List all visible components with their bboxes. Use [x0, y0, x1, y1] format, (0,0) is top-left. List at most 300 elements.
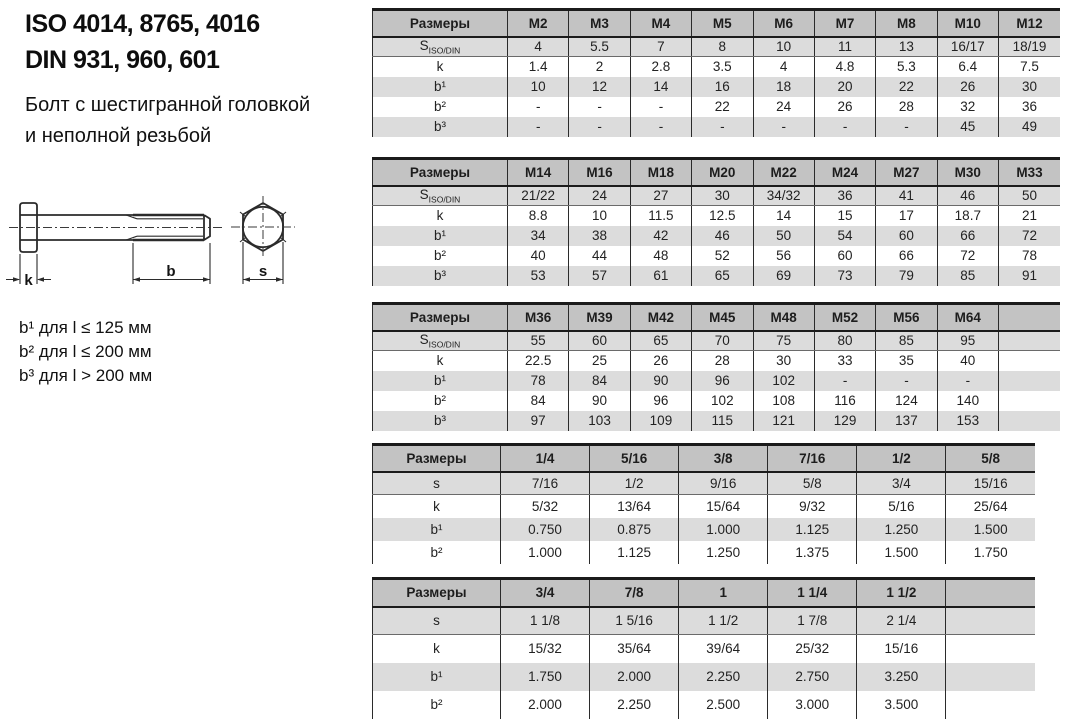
value-cell: 54	[814, 226, 875, 246]
value-cell: 1.250	[679, 541, 768, 564]
value-cell: 3.000	[768, 691, 857, 719]
dim-label-k: k	[24, 272, 33, 289]
value-cell: 1 5/16	[590, 607, 679, 635]
dimension-row	[373, 371, 1061, 391]
value-cell: 2.250	[590, 691, 679, 719]
row-label: b³	[373, 411, 508, 431]
value-cell: 36	[999, 97, 1061, 117]
size-header-m4: M4	[630, 10, 691, 37]
value-cell: 75	[753, 331, 814, 351]
value-cell: 116	[814, 391, 875, 411]
value-cell: -	[569, 117, 630, 137]
value-cell: 24	[753, 97, 814, 117]
size-header-m30: M30	[937, 159, 998, 186]
size-header-1-1-2: 1 1/2	[857, 579, 946, 607]
value-cell: 42	[630, 226, 691, 246]
value-cell: 1.250	[857, 518, 946, 541]
value-cell: 5/16	[857, 495, 946, 518]
value-cell: 21/22	[508, 186, 569, 206]
bolt-side-view	[9, 203, 222, 252]
value-cell: 41	[876, 186, 937, 206]
value-cell	[999, 371, 1061, 391]
value-cell: 32	[937, 97, 998, 117]
size-header-m7: M7	[814, 10, 875, 37]
row-label: b²	[433, 99, 446, 114]
value-cell: 28	[692, 351, 753, 371]
value-cell: 102	[692, 391, 753, 411]
value-cell: 1.500	[857, 541, 946, 564]
row-label: k	[433, 498, 440, 514]
dimension-row	[373, 97, 1061, 117]
dim-label-s: s	[258, 263, 268, 280]
value-cell: 27	[630, 186, 691, 206]
size-column-title: Размеры	[373, 304, 508, 331]
row-label-subscript: ISO/DIN	[428, 339, 461, 350]
dimension-row	[373, 246, 1061, 266]
value-cell: 36	[814, 186, 875, 206]
value-cell	[946, 663, 1035, 691]
value-cell: 137	[876, 411, 937, 431]
dimension-row	[373, 77, 1061, 97]
value-cell: 48	[630, 246, 691, 266]
row-label: b²	[433, 248, 446, 263]
value-cell: 90	[630, 371, 691, 391]
row-label: b¹	[373, 518, 501, 541]
dimension-row	[373, 206, 1061, 226]
size-header-3-4: 3/4	[501, 579, 590, 607]
size-header-7-16: 7/16	[768, 445, 857, 472]
value-cell: 66	[876, 246, 937, 266]
value-cell: 2.500	[679, 691, 768, 719]
value-cell: 1.125	[768, 518, 857, 541]
value-cell: 10	[508, 77, 569, 97]
value-cell: 1.750	[501, 663, 590, 691]
row-label: s	[373, 607, 501, 635]
value-cell: 1.375	[768, 541, 857, 564]
bolt-drawing-svg	[0, 185, 360, 305]
value-cell: 2.000	[501, 691, 590, 719]
size-header-1-1-4: 1 1/4	[768, 579, 857, 607]
size-column-title: Размеры	[373, 10, 508, 37]
value-cell: 7/16	[501, 472, 590, 495]
value-cell: 10	[569, 206, 630, 226]
value-cell: 78	[508, 371, 569, 391]
size-column-title: Размеры	[373, 579, 501, 607]
standard-title-din: DIN 931, 960, 601	[25, 46, 220, 74]
value-cell: 2.750	[768, 663, 857, 691]
value-cell: 85	[876, 331, 937, 351]
header-row	[373, 445, 1036, 472]
table-imperial-small	[372, 443, 1035, 564]
value-cell: 80	[814, 331, 875, 351]
value-cell: 65	[630, 331, 691, 351]
header-row	[373, 304, 1061, 331]
value-cell: 4.8	[814, 57, 875, 77]
value-cell: 73	[814, 266, 875, 286]
row-label: b³	[373, 117, 508, 137]
dimension-row	[373, 331, 1061, 351]
value-cell: 84	[508, 391, 569, 411]
dimension-row	[373, 351, 1061, 371]
standards-title	[25, 6, 260, 78]
header-row	[373, 159, 1061, 186]
value-cell: 17	[876, 206, 937, 226]
row-label: $S_{ISO/DIN}$	[373, 331, 508, 351]
row-label: b³	[373, 266, 508, 286]
row-label: b²	[430, 544, 443, 560]
value-cell: 30	[753, 351, 814, 371]
row-label: $S_{ISO/DIN}$	[373, 186, 508, 206]
value-cell: 109	[630, 411, 691, 431]
size-header-m52: M52	[814, 304, 875, 331]
size-header-3-8: 3/8	[679, 445, 768, 472]
value-cell: 9/16	[679, 472, 768, 495]
empty-header	[999, 304, 1061, 331]
value-cell: -	[630, 117, 691, 137]
value-cell: 49	[999, 117, 1061, 137]
value-cell: 61	[630, 266, 691, 286]
row-label: s	[373, 472, 501, 495]
value-cell: 129	[814, 411, 875, 431]
product-description	[25, 90, 310, 152]
value-cell: 78	[999, 246, 1061, 266]
size-header-m6: M6	[753, 10, 814, 37]
size-column-title: Размеры	[373, 445, 501, 472]
row-label: k	[436, 208, 444, 224]
footnote-b2: b² для l ≤ 200 мм	[19, 342, 152, 361]
value-cell: 2.000	[590, 663, 679, 691]
value-cell: 2 1/4	[857, 607, 946, 635]
row-label: b¹	[373, 77, 508, 97]
dimension-k	[6, 254, 51, 289]
value-cell: 60	[569, 331, 630, 351]
value-cell: 108	[753, 391, 814, 411]
value-cell: 15	[814, 206, 875, 226]
size-header-m33: M33	[999, 159, 1061, 186]
size-header-1: 1	[679, 579, 768, 607]
value-cell: 69	[753, 266, 814, 286]
value-cell: 46	[692, 226, 753, 246]
table-metric-m14-m33	[372, 157, 1060, 286]
value-cell: 30	[692, 186, 753, 206]
value-cell: 2.8	[630, 57, 691, 77]
dimension-row	[373, 117, 1061, 137]
value-cell: 84	[569, 371, 630, 391]
row-label: k	[436, 59, 444, 75]
value-cell: 66	[937, 226, 998, 246]
row-label: b¹	[373, 226, 508, 246]
value-cell	[946, 607, 1035, 635]
value-cell: 15/64	[679, 495, 768, 518]
value-cell: 38	[569, 226, 630, 246]
product-name-line1: Болт с шестигранной головкой	[25, 94, 311, 116]
value-cell: 11.5	[630, 206, 691, 226]
value-cell: 30	[999, 77, 1061, 97]
value-cell: 3/4	[857, 472, 946, 495]
value-cell: 70	[692, 331, 753, 351]
dim-label-b: b	[166, 263, 176, 280]
value-cell: 25/64	[946, 495, 1035, 518]
value-cell: 115	[692, 411, 753, 431]
value-cell: 12	[569, 77, 630, 97]
size-header-m42: M42	[630, 304, 691, 331]
dimension-row	[373, 518, 1036, 541]
table-metric-m36-m64	[372, 302, 1060, 431]
dimension-row	[373, 266, 1061, 286]
value-cell: -	[753, 117, 814, 137]
value-cell: 91	[999, 266, 1061, 286]
value-cell: 12.5	[692, 206, 753, 226]
value-cell: 5.5	[569, 37, 630, 57]
size-header-m5: M5	[692, 10, 753, 37]
value-cell: 1.4	[508, 57, 569, 77]
footnotes	[19, 316, 152, 388]
value-cell: 103	[569, 411, 630, 431]
value-cell: 40	[937, 351, 998, 371]
value-cell: 97	[508, 411, 569, 431]
value-cell: 20	[814, 77, 875, 97]
value-cell: 22	[692, 97, 753, 117]
product-name-line2: и неполной резьбой	[25, 125, 212, 147]
size-header-m3: M3	[569, 10, 630, 37]
value-cell: 95	[937, 331, 998, 351]
size-header-m64: M64	[937, 304, 998, 331]
size-header-m2: M2	[508, 10, 569, 37]
value-cell: 140	[937, 391, 998, 411]
size-header-m22: M22	[753, 159, 814, 186]
value-cell	[946, 691, 1035, 719]
value-cell: 26	[937, 77, 998, 97]
size-header-m56: M56	[876, 304, 937, 331]
row-label: b¹	[373, 371, 508, 391]
size-header-m10: M10	[937, 10, 998, 37]
dimension-row	[373, 57, 1061, 77]
size-header-m27: M27	[876, 159, 937, 186]
value-cell: 2.250	[679, 663, 768, 691]
value-cell: 3.250	[857, 663, 946, 691]
value-cell: 52	[692, 246, 753, 266]
dimension-row	[373, 495, 1036, 518]
value-cell: 79	[876, 266, 937, 286]
value-cell: 1/2	[590, 472, 679, 495]
value-cell: 46	[937, 186, 998, 206]
dimension-row	[373, 691, 1036, 719]
value-cell: 14	[630, 77, 691, 97]
value-cell: 1 1/8	[501, 607, 590, 635]
value-cell: 102	[753, 371, 814, 391]
value-cell: -	[876, 117, 937, 137]
value-cell: 44	[569, 246, 630, 266]
value-cell: 34	[508, 226, 569, 246]
standard-title-iso: ISO 4014, 8765, 4016	[25, 10, 260, 38]
value-cell: 1.750	[946, 541, 1035, 564]
value-cell: 18/19	[999, 37, 1061, 57]
value-cell: 3.5	[692, 57, 753, 77]
value-cell: 72	[999, 226, 1061, 246]
row-label: b²	[430, 697, 443, 712]
value-cell: -	[814, 117, 875, 137]
row-label-subscript: ISO/DIN	[428, 194, 461, 205]
size-header-1-4: 1/4	[501, 445, 590, 472]
value-cell: 35	[876, 351, 937, 371]
value-cell: 5/32	[501, 495, 590, 518]
value-cell: -	[508, 97, 569, 117]
header-row	[373, 10, 1061, 37]
value-cell: 153	[937, 411, 998, 431]
value-cell: 55	[508, 331, 569, 351]
value-cell: 0.750	[501, 518, 590, 541]
value-cell: 7.5	[999, 57, 1061, 77]
value-cell: -	[692, 117, 753, 137]
size-header-7-8: 7/8	[590, 579, 679, 607]
value-cell: -	[876, 371, 937, 391]
row-label: k	[433, 641, 440, 657]
value-cell: 60	[876, 226, 937, 246]
value-cell: 13	[876, 37, 937, 57]
row-label: k	[436, 353, 444, 369]
value-cell: -	[937, 371, 998, 391]
size-header-m48: M48	[753, 304, 814, 331]
value-cell: 39/64	[679, 635, 768, 663]
dimension-b	[133, 243, 210, 284]
value-cell: -	[630, 97, 691, 117]
value-cell	[946, 635, 1035, 663]
value-cell: 85	[937, 266, 998, 286]
value-cell: 60	[814, 246, 875, 266]
value-cell: 1.125	[590, 541, 679, 564]
value-cell: 1.000	[679, 518, 768, 541]
value-cell: 3.500	[857, 691, 946, 719]
size-header-m20: M20	[692, 159, 753, 186]
value-cell: 25/32	[768, 635, 857, 663]
value-cell: 50	[753, 226, 814, 246]
value-cell: 40	[508, 246, 569, 266]
value-cell: 90	[569, 391, 630, 411]
value-cell: 18.7	[937, 206, 998, 226]
value-cell: 16	[692, 77, 753, 97]
value-cell: 50	[999, 186, 1061, 206]
value-cell: 6.4	[937, 57, 998, 77]
value-cell: 56	[753, 246, 814, 266]
value-cell: -	[508, 117, 569, 137]
value-cell: 96	[630, 391, 691, 411]
value-cell: -	[814, 371, 875, 391]
size-header-m8: M8	[876, 10, 937, 37]
value-cell: -	[569, 97, 630, 117]
empty-header	[946, 579, 1035, 607]
value-cell: 16/17	[937, 37, 998, 57]
value-cell: 4	[508, 37, 569, 57]
footnote-b3: b³ для l > 200 мм	[19, 366, 153, 385]
dimension-row	[373, 607, 1036, 635]
header-row	[373, 579, 1036, 607]
value-cell: 18	[753, 77, 814, 97]
size-header-m45: M45	[692, 304, 753, 331]
value-cell: 8	[692, 37, 753, 57]
value-cell	[999, 351, 1061, 371]
size-header-1-2: 1/2	[857, 445, 946, 472]
dimension-row	[373, 541, 1036, 564]
value-cell: 1 7/8	[768, 607, 857, 635]
value-cell: 22	[876, 77, 937, 97]
dimension-row	[373, 391, 1061, 411]
value-cell: 121	[753, 411, 814, 431]
dimension-row	[373, 472, 1036, 495]
size-header-m36: M36	[508, 304, 569, 331]
value-cell: 10	[753, 37, 814, 57]
value-cell: 7	[630, 37, 691, 57]
value-cell: 11	[814, 37, 875, 57]
dimension-row	[373, 226, 1061, 246]
value-cell: 22.5	[508, 351, 569, 371]
value-cell	[999, 411, 1061, 431]
value-cell: 25	[569, 351, 630, 371]
value-cell: 124	[876, 391, 937, 411]
size-column-title: Размеры	[373, 159, 508, 186]
value-cell: 15/16	[857, 635, 946, 663]
value-cell: 15/32	[501, 635, 590, 663]
value-cell: 1.000	[501, 541, 590, 564]
value-cell: 53	[508, 266, 569, 286]
value-cell: 1 1/2	[679, 607, 768, 635]
size-header-5-16: 5/16	[590, 445, 679, 472]
value-cell: 0.875	[590, 518, 679, 541]
value-cell: 21	[999, 206, 1061, 226]
value-cell: 13/64	[590, 495, 679, 518]
value-cell: 9/32	[768, 495, 857, 518]
dimension-row	[373, 635, 1036, 663]
value-cell: 15/16	[946, 472, 1035, 495]
row-label: b¹	[373, 663, 501, 691]
size-header-m39: M39	[569, 304, 630, 331]
value-cell: 1.500	[946, 518, 1035, 541]
value-cell	[999, 331, 1061, 351]
value-cell: 2	[569, 57, 630, 77]
value-cell: 14	[753, 206, 814, 226]
value-cell: 35/64	[590, 635, 679, 663]
value-cell: 26	[814, 97, 875, 117]
size-header-m16: M16	[569, 159, 630, 186]
value-cell: 24	[569, 186, 630, 206]
value-cell: 8.8	[508, 206, 569, 226]
dimension-row	[373, 411, 1061, 431]
size-header-m24: M24	[814, 159, 875, 186]
size-header-m18: M18	[630, 159, 691, 186]
footnote-b1: b¹ для l ≤ 125 мм	[19, 318, 152, 337]
bolt-technical-drawing	[0, 185, 360, 305]
value-cell: 5.3	[876, 57, 937, 77]
value-cell: 57	[569, 266, 630, 286]
dimension-row	[373, 663, 1036, 691]
row-label-subscript: ISO/DIN	[428, 45, 461, 56]
value-cell	[999, 391, 1061, 411]
value-cell: 45	[937, 117, 998, 137]
size-header-5-8: 5/8	[946, 445, 1035, 472]
size-header-m14: M14	[508, 159, 569, 186]
value-cell: 4	[753, 57, 814, 77]
value-cell: 34/32	[753, 186, 814, 206]
row-label: b²	[433, 393, 446, 408]
row-label: $S_{ISO/DIN}$	[373, 37, 508, 57]
value-cell: 28	[876, 97, 937, 117]
size-header-m12: M12	[999, 10, 1061, 37]
dimension-row	[373, 37, 1061, 57]
value-cell: 5/8	[768, 472, 857, 495]
value-cell: 33	[814, 351, 875, 371]
dimension-row	[373, 186, 1061, 206]
value-cell: 72	[937, 246, 998, 266]
value-cell: 65	[692, 266, 753, 286]
